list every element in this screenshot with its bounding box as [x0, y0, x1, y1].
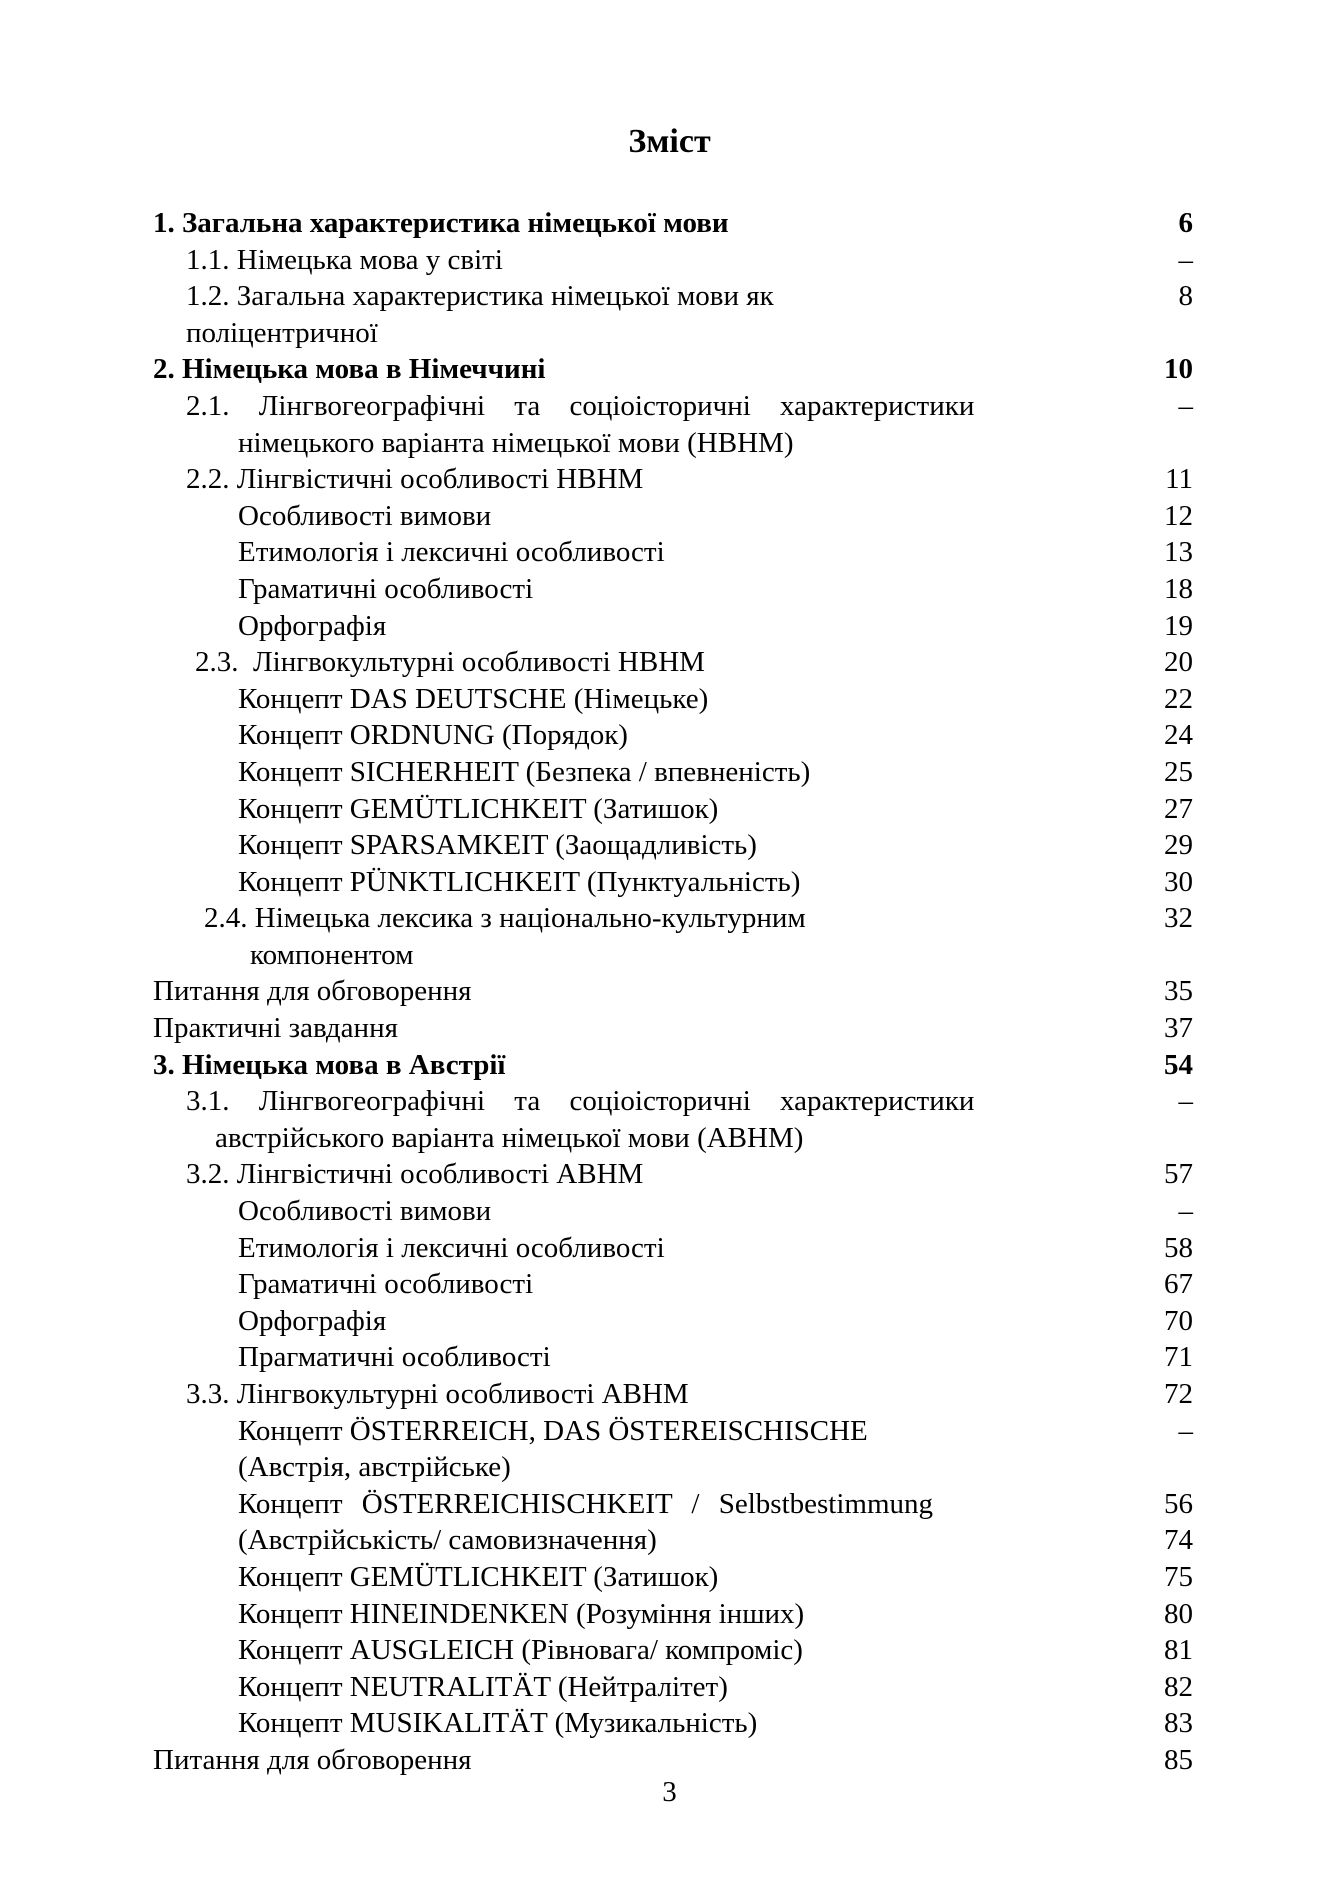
toc-row: [153, 498, 1193, 535]
toc-row: [153, 1120, 1193, 1157]
toc-row: [153, 1486, 1193, 1523]
toc-row: [153, 1559, 1193, 1596]
toc-entry-text: австрійського варіанта німецької мови (АВНМ): [215, 1121, 804, 1154]
table-of-contents: [153, 205, 1193, 1779]
toc-page-number: 81: [1164, 1634, 1193, 1667]
toc-entry-text: Питання для обговорення: [153, 1743, 472, 1776]
toc-entry-text: Практичні завдання: [153, 1012, 398, 1045]
toc-row: [153, 1413, 1193, 1450]
toc-row: [153, 717, 1193, 754]
toc-row: [153, 315, 1193, 352]
toc-entry-text: Особливості вимови: [238, 499, 492, 532]
toc-entry-text: 2.3. Лінгвокультурні особливості НВНМ: [195, 646, 705, 679]
toc-row: [153, 1303, 1193, 1340]
toc-row: [153, 681, 1193, 718]
toc-row: [153, 242, 1193, 279]
toc-row: [153, 644, 1193, 681]
toc-row: [153, 1376, 1193, 1413]
toc-page-number: 29: [1164, 829, 1193, 862]
footer-page-number: 3: [662, 1776, 677, 1808]
toc-entry-text: Граматичні особливості: [238, 1268, 534, 1301]
toc-page-number: 85: [1164, 1743, 1193, 1776]
toc-entry-text: (Австрійськість/ самовизначення): [238, 1524, 657, 1557]
toc-entry-text: 3.1. Лінгвогеографічні та соціоісторичні характеристики: [186, 1085, 975, 1118]
toc-row: [153, 1083, 1193, 1120]
toc-row: [153, 461, 1193, 498]
toc-page-number: –: [1178, 389, 1193, 422]
toc-page-number: 27: [1164, 792, 1193, 825]
toc-page-number: 35: [1164, 975, 1193, 1008]
toc-page-number: 37: [1164, 1012, 1193, 1045]
toc-row: [153, 388, 1193, 425]
toc-row: [153, 534, 1193, 571]
toc-entry-text: Питання для обговорення: [153, 975, 472, 1008]
toc-page-number: 6: [1178, 207, 1193, 239]
toc-row: [153, 791, 1193, 828]
toc-entry-text: 2.4. Німецька лексика з національно-культурним: [204, 902, 806, 935]
page-title: Зміст: [628, 123, 711, 160]
toc-entry-text: Концепт MUSIKALITÄT (Музикальність): [238, 1707, 758, 1740]
toc-row: [153, 1596, 1193, 1633]
toc-page-number: 11: [1165, 463, 1193, 496]
toc-entry-text: Особливості вимови: [238, 1195, 492, 1228]
toc-row: [153, 973, 1193, 1010]
toc-page-number: 58: [1164, 1231, 1193, 1264]
toc-entry-text: 2. Німецька мова в Німеччині: [153, 353, 546, 386]
toc-entry-text: Етимологія і лексичні особливості: [238, 1231, 665, 1264]
toc-row: [153, 205, 1193, 242]
toc-page-number: –: [1178, 243, 1193, 276]
toc-entry-text: Концепт ÖSTERREICH, DAS ÖSTEREISCHISCHE: [238, 1414, 868, 1447]
toc-page-number: 13: [1164, 536, 1193, 569]
toc-entry-text: 3. Німецька мова в Австрії: [153, 1048, 506, 1081]
toc-page-number: –: [1178, 1195, 1193, 1228]
toc-entry-text: Прагматичні особливості: [238, 1341, 551, 1374]
toc-row: [153, 1266, 1193, 1303]
toc-entry-text: 3.2. Лінгвістичні особливості АВНМ: [186, 1158, 644, 1191]
toc-row: [153, 864, 1193, 901]
toc-entry-text: Концепт HINEINDENKEN (Розуміння інших): [238, 1597, 805, 1630]
toc-page-number: –: [1178, 1085, 1193, 1118]
toc-page-number: 10: [1164, 353, 1193, 386]
toc-row: [153, 1705, 1193, 1742]
toc-page-number: 80: [1164, 1597, 1193, 1630]
toc-page-number: 24: [1164, 719, 1193, 752]
toc-page-number: 12: [1164, 499, 1193, 532]
toc-entry-text: Концепт ORDNUNG (Порядок): [238, 719, 628, 752]
toc-page-number: 54: [1164, 1048, 1193, 1081]
toc-entry-text: Концепт ÖSTERREICHISCHKEIT / Selbstbestimmung: [238, 1487, 934, 1520]
toc-page-number: –: [1178, 1414, 1193, 1447]
toc-entry-text: 1. Загальна характеристика німецької мови: [153, 207, 729, 239]
toc-entry-text: німецького варіанта німецької мови (НВНМ): [238, 426, 794, 459]
toc-row: [153, 425, 1193, 462]
toc-row: [153, 351, 1193, 388]
toc-page-number: 70: [1164, 1304, 1193, 1337]
toc-entry-text: 2.2. Лінгвістичні особливості НВНМ: [186, 463, 644, 496]
toc-page-number: 67: [1164, 1268, 1193, 1301]
toc-page-number: 82: [1164, 1670, 1193, 1703]
toc-entry-text: поліцентричної: [186, 316, 378, 349]
toc-entry-text: Концепт GEMÜTLICHKEIT (Затишок): [238, 792, 719, 825]
toc-entry-text: Концепт PÜNKTLICHKEIT (Пунктуальність): [238, 865, 801, 898]
toc-page-number: 30: [1164, 865, 1193, 898]
toc-page-number: 8: [1178, 280, 1193, 313]
toc-row: [153, 1632, 1193, 1669]
toc-page-number: 20: [1164, 646, 1193, 679]
toc-entry-text: Етимологія і лексичні особливості: [238, 536, 665, 569]
toc-row: [153, 1047, 1193, 1084]
toc-entry-text: Орфографія: [238, 1304, 387, 1337]
toc-entry-text: Концепт DAS DEUTSCHE (Німецьке): [238, 682, 709, 715]
toc-entry-text: Концепт GEMÜTLICHKEIT (Затишок): [238, 1560, 719, 1593]
toc-entry-text: (Австрія, австрійське): [238, 1451, 511, 1484]
toc-row: [153, 900, 1193, 937]
toc-entry-text: Концепт SICHERHEIT (Безпека / впевненість): [238, 755, 811, 788]
toc-entry-text: компонентом: [250, 938, 414, 971]
toc-entry-text: Концепт NEUTRALITÄT (Нейтралітет): [238, 1670, 728, 1703]
toc-page-number: 57: [1164, 1158, 1193, 1191]
toc-page-number: 18: [1164, 572, 1193, 605]
toc-page-number: 19: [1164, 609, 1193, 642]
toc-row: [153, 1522, 1193, 1559]
toc-entry-text: Граматичні особливості: [238, 572, 534, 605]
toc-entry-text: 1.1. Німецька мова у світі: [186, 243, 503, 276]
toc-row: [153, 1156, 1193, 1193]
toc-row: [153, 608, 1193, 645]
toc-entry-text: Концепт AUSGLEICH (Рівновага/ компроміс): [238, 1634, 803, 1667]
toc-page-number: 22: [1164, 682, 1193, 715]
toc-row: [153, 937, 1193, 974]
toc-page-number: 71: [1164, 1341, 1193, 1374]
toc-row: [153, 1449, 1193, 1486]
toc-row: [153, 1193, 1193, 1230]
toc-page-number: 56: [1164, 1487, 1193, 1520]
toc-page-number: 74: [1164, 1524, 1193, 1557]
toc-row: [153, 1669, 1193, 1706]
toc-entry-text: 3.3. Лінгвокультурні особливості АВНМ: [186, 1378, 689, 1410]
toc-row: [153, 571, 1193, 608]
toc-row: [153, 1339, 1193, 1376]
toc-row: [153, 1010, 1193, 1047]
toc-row: [153, 278, 1193, 315]
toc-row: [153, 827, 1193, 864]
toc-page-number: 25: [1164, 755, 1193, 788]
toc-page-number: 83: [1164, 1707, 1193, 1740]
toc-entry-text: 1.2. Загальна характеристика німецької мови як: [186, 280, 774, 313]
toc-row: [153, 754, 1193, 791]
toc-page-number: 75: [1164, 1560, 1193, 1593]
toc-entry-text: Концепт SPARSAMKEIT (Заощадливість): [238, 829, 757, 862]
toc-entry-text: 2.1. Лінгвогеографічні та соціоісторичні характеристики: [186, 389, 975, 422]
toc-row: [153, 1230, 1193, 1267]
toc-page-number: 72: [1164, 1378, 1193, 1410]
toc-page-number: 32: [1164, 902, 1193, 935]
toc-entry-text: Орфографія: [238, 609, 387, 642]
